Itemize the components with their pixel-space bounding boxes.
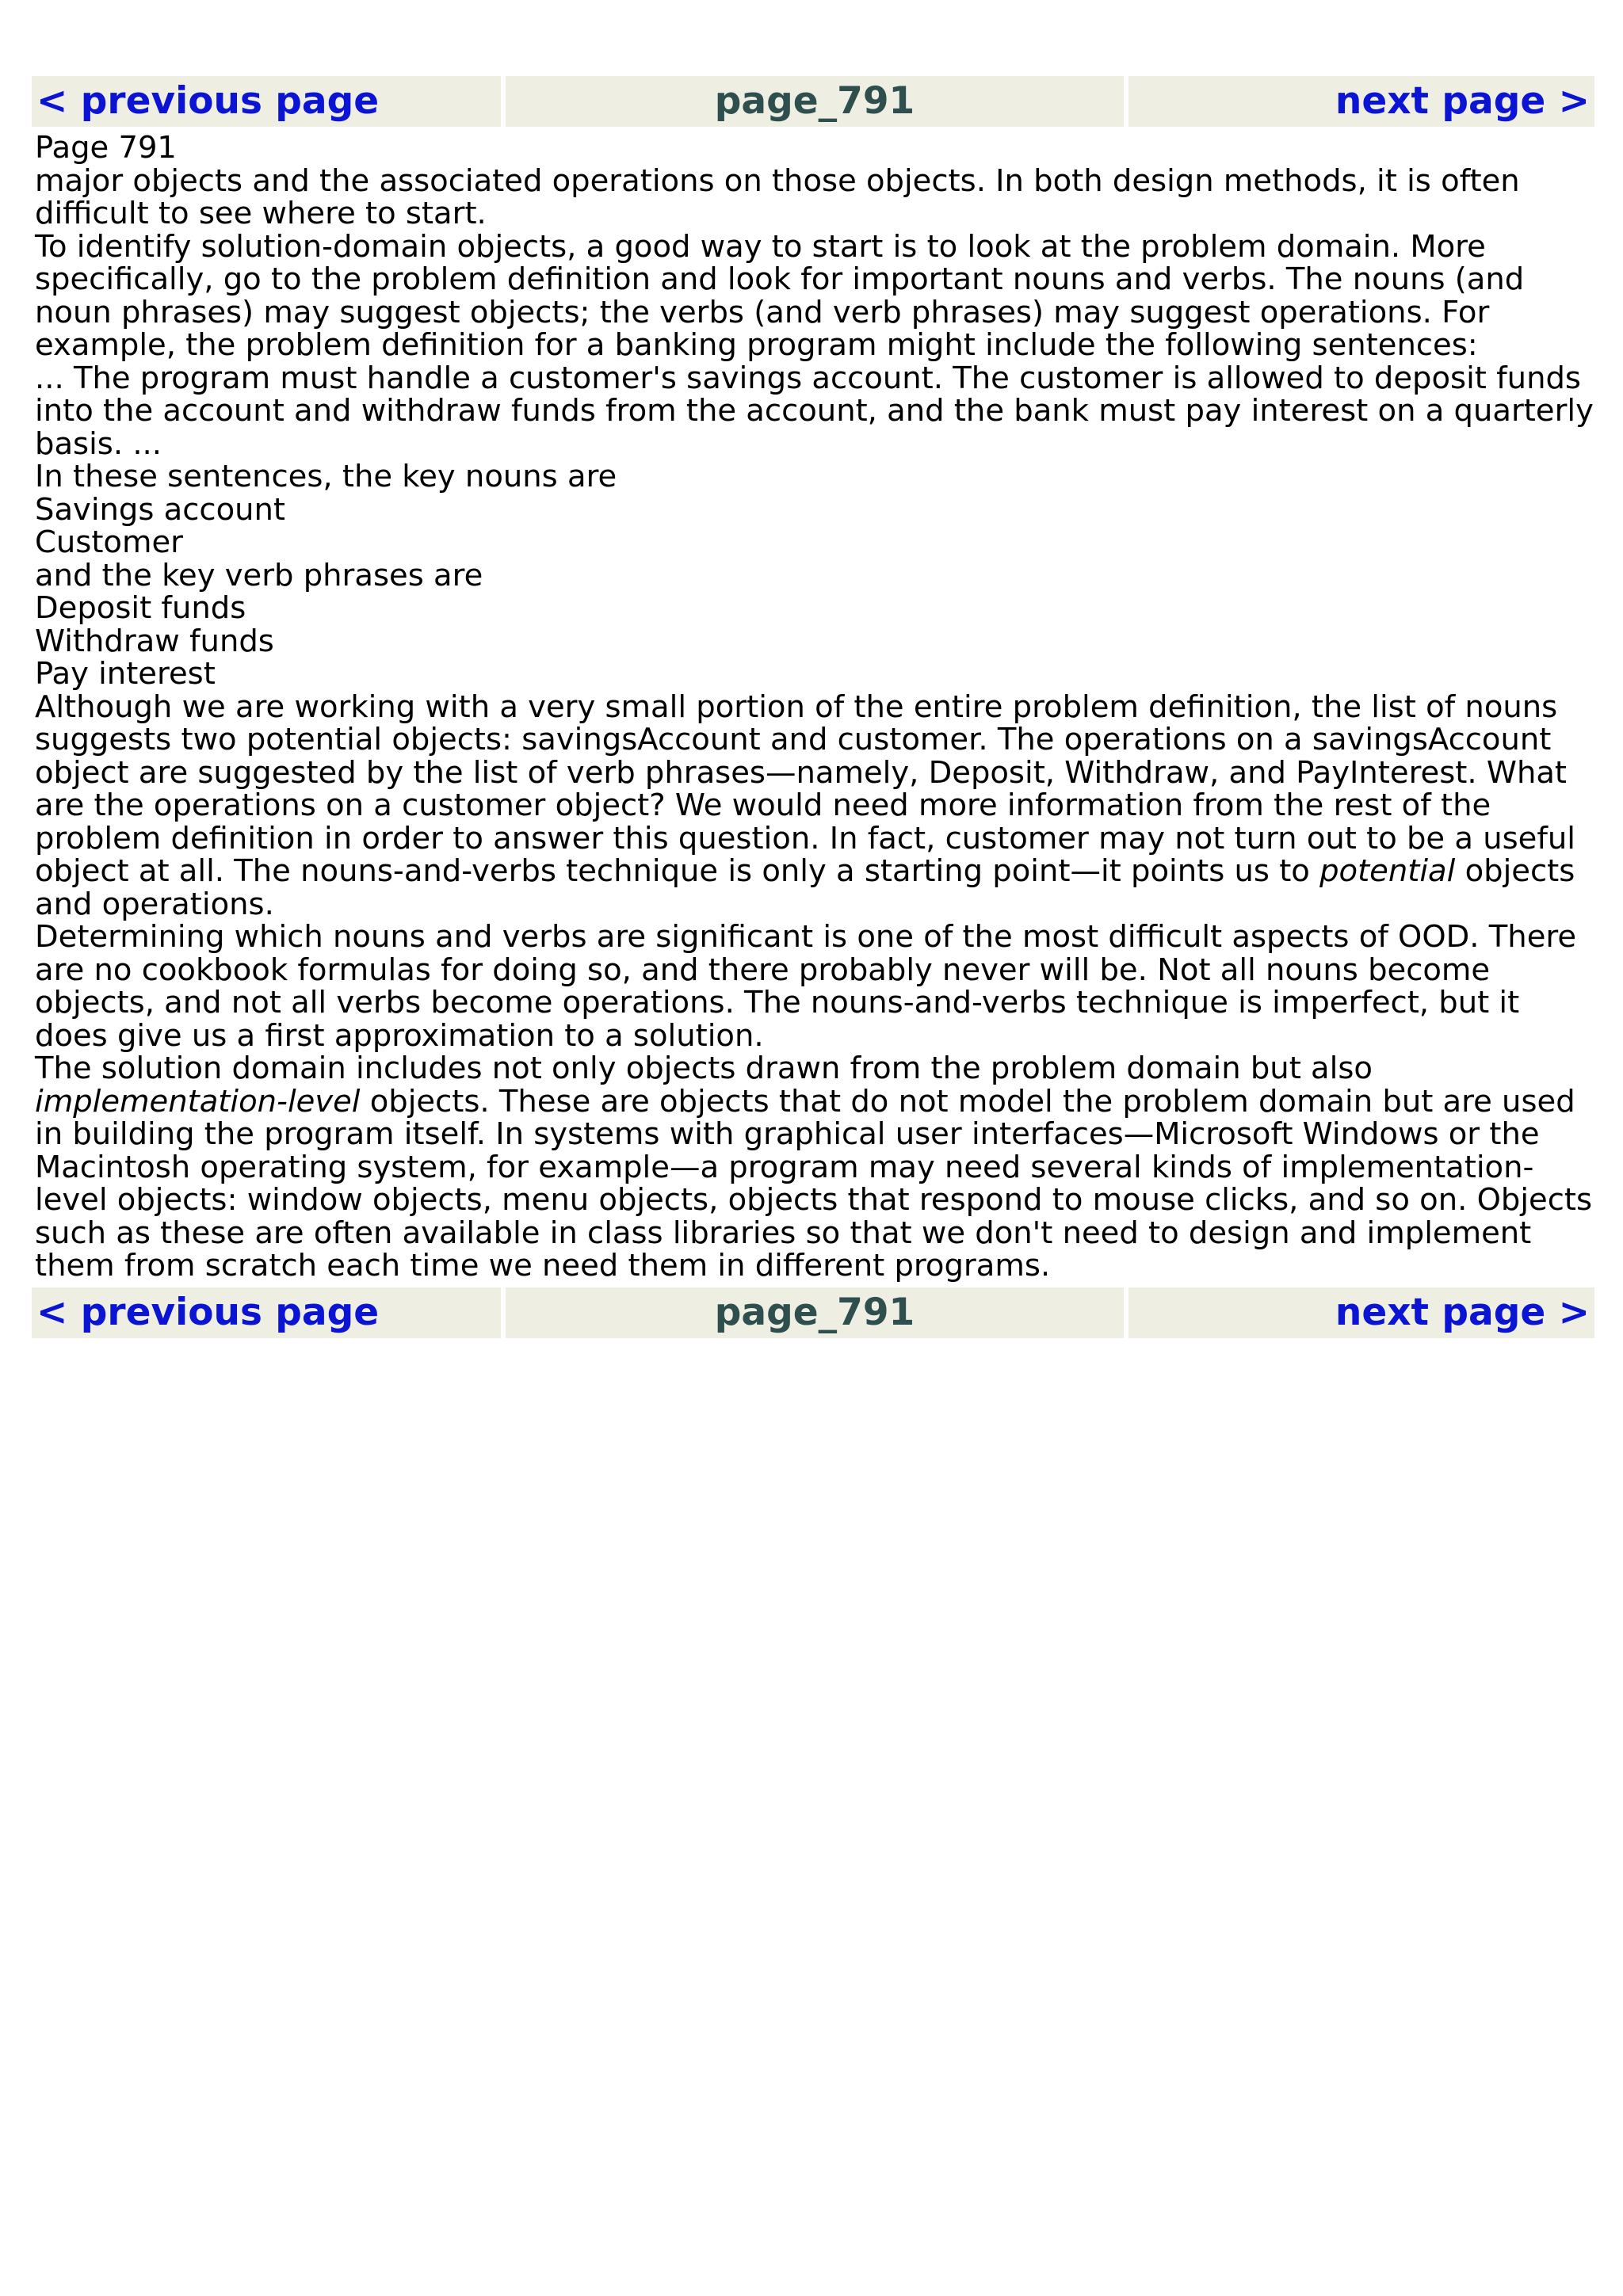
top-next-cell <box>1128 76 1594 127</box>
paragraph-3-text: Although we are working with a very small portion of the entire problem definition, the list of nouns suggests two potential objects: savingsAccount and customer. The operations on a savingsAccount object are suggested by the list of verb phrases—namely, Deposit, Withdraw, and PayInterest. What are the operations on a customer object? We would need more information from the rest of the problem definition in order to answer this question. In fact, customer may not turn out to be a useful object at all. The nouns-and-verbs technique is only a starting point—it points us to <box>35 688 1575 889</box>
paragraph-2: To identify solution-domain objects, a good way to start is to look at the problem domain. More specifically, go to the problem definition and look for important nouns and verbs. The nouns (and noun phrases) may suggest objects; the verbs (and verb phrases) may suggest operations. For example, the problem definition for a banking program might include the following sentences: <box>35 228 1525 363</box>
bottom-page-label: page_791 <box>506 1287 1124 1338</box>
top-previous-page-link[interactable]: < previous page <box>36 79 380 123</box>
paragraph-5-emphasis: implementation-level <box>35 1083 361 1119</box>
verb-item: Withdraw funds <box>35 623 274 659</box>
verbs-intro: and the key verb phrases are <box>35 557 483 593</box>
paragraph-4: Determining which nouns and verbs are significant is one of the most difficult aspects of OOD. There are no cookbook formulas for doing so, and there probably never will be. Not all nouns become objects, and not all verbs become operations. The nouns-and-verbs technique is imperfect, but it does give us a first approximation to a solution. <box>35 919 1577 1054</box>
page-content <box>32 132 1594 1283</box>
quoted-problem-definition: ... The program must handle a customer's savings account. The customer is allowed to deposit funds into the account and withdraw funds from the account, and the bank must pay interest on a quarterly basis. ... <box>35 360 1594 462</box>
bottom-next-page-link[interactable]: next page > <box>1335 1290 1590 1334</box>
verb-item: Pay interest <box>35 656 216 692</box>
bottom-previous-page-link[interactable]: < previous page <box>36 1290 380 1334</box>
top-next-page-link[interactable]: next page > <box>1335 79 1590 123</box>
top-page-label: page_791 <box>506 76 1124 127</box>
top-navigation-bar <box>32 76 1594 127</box>
verb-item: Deposit funds <box>35 590 246 626</box>
paragraph-1: major objects and the associated operations on those objects. In both design methods, it is often difficult to see where to start. <box>35 162 1520 231</box>
nouns-intro: In these sentences, the key nouns are <box>35 459 617 494</box>
bottom-navigation-bar <box>32 1287 1594 1338</box>
bottom-prev-cell <box>32 1287 501 1338</box>
noun-item: Savings account <box>35 491 286 528</box>
top-prev-cell <box>32 76 501 127</box>
paragraph-3-emphasis: potential <box>1319 853 1456 889</box>
noun-item: Customer <box>35 524 184 560</box>
page-number: Page 791 <box>35 130 177 166</box>
paragraph-3 <box>35 688 1594 922</box>
bottom-next-cell <box>1128 1287 1594 1338</box>
paragraph-3-tail: objects and operations. <box>35 853 1575 922</box>
paragraph-5-text: The solution domain includes not only objects drawn from the problem domain but also <box>35 1051 1373 1086</box>
paragraph-5 <box>35 1052 1594 1283</box>
paragraph-5-tail: objects. These are objects that do not model the problem domain but are used in building the program itself. In systems with graphical user interfaces—Microsoft Windows or the Macintosh operating system, for example—a program may need several kinds of implementation-level objects: window objects, menu objects, objects that respond to mouse clicks, and so on. Objects such as these are often available in class libraries so that we don't need to design and implement them from scratch each time we need them in different programs. <box>35 1083 1593 1283</box>
page-container <box>32 76 1594 1338</box>
